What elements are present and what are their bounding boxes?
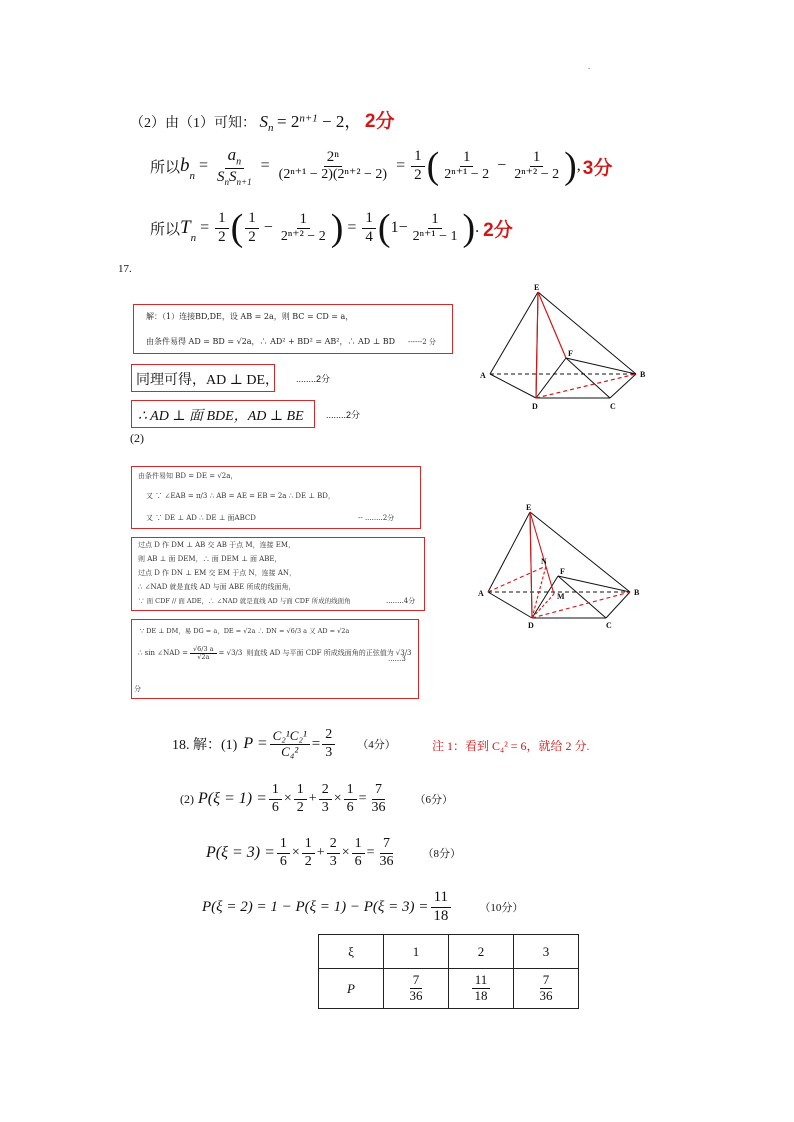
bn-den2: (2ⁿ⁺¹ − 2)(2ⁿ⁺² − 2)	[278, 167, 388, 183]
sn-line	[130, 106, 394, 134]
l2-d-num: 1	[344, 782, 357, 799]
box3-points: ........2分	[326, 410, 361, 420]
bn-den-s2-sub: n+1	[236, 176, 252, 187]
l4-points: （10分）	[479, 902, 524, 914]
fraction	[190, 646, 217, 662]
l3-points: （8分）	[422, 848, 461, 860]
bn-t1-den: 2ⁿ⁺¹ − 2	[444, 167, 490, 183]
tn-c-den: 2ⁿ⁺¹ − 1	[412, 229, 458, 245]
l2-points: （6分）	[414, 794, 453, 806]
cell-den: 18	[474, 988, 488, 1003]
tn-formula: 所以 T $_n$ = $\frac{1}{2}$ ( $\frac{1}{2}$ − $\frac{1}{\text{2ⁿ⁺² − 2}}$ ) = $\frac{1}{4}$ ( 1− $\frac{1}{\text{2ⁿ⁺¹ − 1}}$ ) . 2分	[150, 207, 513, 249]
l3-lhs: P(ξ = 3) =	[206, 844, 275, 861]
vertex-label: F	[560, 567, 565, 576]
sn-symbol: S	[259, 112, 268, 131]
fraction	[294, 782, 307, 815]
solution-box-3	[131, 400, 315, 428]
box6-mid: = √3/3	[218, 649, 243, 658]
vertex-label: E	[534, 283, 540, 292]
red-edge	[536, 292, 538, 398]
score-badge: 2分	[483, 219, 513, 241]
score-badge: 2分	[364, 111, 395, 132]
bn-num: a	[227, 144, 237, 164]
box4-line1: 由条件易知 BD = DE = √2a，	[138, 472, 238, 480]
box4-line2: 又 ∵ ∠EAB = π/3 ∴ AB = AE = EB = 2a ∴ DE ⊥ BD，	[146, 492, 335, 500]
box6-sin-label: ∴ sin ∠NAD =	[138, 649, 188, 658]
table-header-cell: 3	[514, 935, 579, 969]
l2-lead: (2)	[180, 791, 194, 806]
tn-b-num: 1	[297, 211, 311, 229]
box6-line1: ∵ DE ⊥ DM，易 DG = a，DE = √2a ∴ DN = √6/3 a 又 AD = √2a	[140, 627, 350, 635]
vertex-label: F	[568, 349, 573, 358]
bn-num-sub: n	[236, 156, 242, 168]
bn-symbol: b	[180, 155, 190, 176]
box4-line3: 又 ∵ DE ⊥ AD ∴ DE ⊥ 面ABCD	[146, 514, 256, 522]
box6-conclusion: 则直线 AD 与平面 CDF 所成线面角的正弦值为	[246, 649, 394, 658]
edge	[538, 292, 636, 374]
fraction	[352, 836, 365, 869]
box6-value: √3/3	[395, 649, 412, 658]
tn-lead: 所以	[150, 221, 181, 238]
solution-box-6	[131, 619, 419, 699]
fraction	[327, 836, 340, 869]
box2-text: 同理可得，AD ⊥ DE，	[136, 373, 280, 388]
solution-box-5	[131, 537, 425, 611]
bn-lead: 所以	[150, 159, 181, 176]
edge	[566, 358, 636, 374]
fraction	[214, 145, 255, 187]
q18-line2: (2) P(ξ = 1) = $\frac{1}{6}$ × $\frac{1}{2}$ + $\frac{2}{3}$ × $\frac{1}{6}$ = $\frac{7}{36}$ （6分）	[180, 782, 453, 815]
l3-b-den: 2	[304, 853, 312, 869]
vertex-label: D	[528, 621, 534, 630]
l2-a-den: 6	[271, 799, 279, 815]
grading-note: 注 1：看到 C₄² = 6，就给 2 分.	[432, 739, 590, 753]
l3-r-den: 36	[379, 853, 394, 869]
l4-r-den: 18	[433, 907, 449, 924]
p1-eq: =	[311, 735, 321, 752]
p1-num: C₂¹C₂¹	[270, 729, 310, 745]
p1-den: C₄²	[281, 743, 299, 759]
box6-points-unit: 分	[134, 685, 141, 693]
vertex-label: D	[532, 402, 538, 411]
table-row	[319, 969, 579, 1009]
sn-intro: （2）由（1）可知：	[130, 116, 256, 131]
pyramid-figure-1	[478, 282, 658, 414]
sn-tail: − 2，	[317, 112, 362, 131]
red-edge	[538, 292, 566, 358]
l3-c-num: 2	[327, 836, 340, 853]
table-header-cell: ξ	[319, 935, 384, 969]
fraction	[441, 149, 492, 183]
table-cell	[384, 969, 449, 1009]
bn-den-s: S	[217, 168, 225, 185]
fraction	[302, 836, 315, 869]
red-edge	[530, 512, 532, 618]
edge	[488, 512, 530, 592]
fraction	[410, 211, 461, 245]
edge	[488, 592, 532, 618]
vertex-label: B	[640, 370, 646, 379]
l2-d-den: 6	[346, 799, 354, 815]
vertex-label: A	[478, 589, 484, 598]
vertex-label: C	[610, 402, 616, 411]
part2-label: (2)	[130, 431, 144, 445]
box6-frac-num: √6/3 a	[190, 646, 217, 654]
edge	[606, 592, 630, 618]
vertex-label: N	[541, 557, 547, 566]
score-badge: 3分	[582, 157, 613, 179]
l2-r-den: 36	[371, 799, 386, 815]
fraction	[245, 210, 259, 246]
cell-den: 36	[409, 988, 423, 1003]
cell-num: 7	[410, 973, 423, 989]
p1-points: （4分）	[357, 739, 396, 751]
vertex-label: A	[480, 371, 486, 380]
bn-den-s2: S	[229, 168, 237, 185]
l3-d-den: 6	[354, 853, 362, 869]
box5-line3: 过点 D 作 DN ⊥ EM 交 EM 于点 N，连接 AN，	[138, 569, 297, 577]
fraction	[270, 729, 310, 760]
fraction	[319, 782, 332, 815]
p1-lhs: P =	[243, 735, 268, 752]
l2-c-num: 2	[319, 782, 332, 799]
bn-sub: n	[189, 170, 196, 182]
cell-num: 7	[540, 973, 553, 989]
distribution-table	[318, 934, 579, 1009]
edge	[490, 374, 536, 398]
bn-t2-den: 2ⁿ⁺² − 2	[514, 167, 560, 183]
cell-den: 36	[539, 988, 553, 1003]
tn-half-den: 2	[218, 228, 226, 245]
table-header-row	[319, 935, 579, 969]
fraction	[277, 836, 290, 869]
vertex-label: M	[557, 592, 565, 601]
q18-line4	[202, 886, 523, 928]
l4-text: P(ξ = 2) = 1 − P(ξ = 1) − P(ξ = 3) =	[202, 898, 429, 915]
fraction	[344, 782, 357, 815]
fraction	[369, 782, 389, 815]
fraction	[411, 148, 425, 184]
red-hidden-edge	[488, 566, 546, 592]
sn-sub: n	[268, 121, 274, 134]
box6-line2	[138, 646, 412, 662]
vertex-label: E	[526, 503, 532, 512]
bn-t1-num: 1	[460, 149, 474, 167]
fraction	[269, 782, 282, 815]
fraction	[278, 211, 329, 245]
sn-rhs: = 2	[277, 112, 300, 131]
edge	[530, 512, 630, 592]
p1-val-num: 2	[322, 727, 335, 744]
box5-line2: 则 AB ⊥ 面 DEM，∴ 面 DEM ⊥ 面 ABE，	[138, 555, 282, 563]
question-number: 17.	[118, 263, 132, 275]
tn-a-den: 2	[248, 228, 256, 245]
box6-frac-den: √2a	[197, 653, 210, 662]
fraction	[362, 210, 376, 246]
l3-a-den: 6	[279, 853, 287, 869]
cell-num: 11	[472, 973, 491, 989]
l3-d-num: 1	[352, 836, 365, 853]
tn-b-den: 2ⁿ⁺² − 2	[280, 229, 326, 245]
edge	[536, 358, 566, 398]
l3-c-den: 3	[329, 853, 337, 869]
tn-a-num: 1	[245, 210, 259, 228]
box5-line4: ∴ ∠NAD 就是直线 AD 与面 ABE 所成的线面角，	[138, 583, 296, 591]
tn-half-num: 1	[215, 210, 229, 228]
box1-line1: 解：（1）连接BD,DE，设 AB = 2a，则 BC = CD = a，	[146, 312, 354, 321]
q18-line1	[172, 723, 396, 765]
l3-r-num: 7	[380, 836, 393, 853]
fraction	[276, 149, 390, 183]
bn-t2-num: 1	[530, 149, 544, 167]
edge	[490, 292, 538, 374]
table-header-cell: 1	[384, 935, 449, 969]
tn-q-den: 4	[365, 228, 373, 245]
box1-line2: 由条件易得 AD = BD = √2a，∴ AD² + BD² = AB²，∴ AD ⊥ BD	[146, 337, 396, 346]
bn-half-num: 1	[411, 148, 425, 166]
edge	[558, 576, 606, 618]
l3-b-num: 1	[302, 836, 315, 853]
fraction	[377, 836, 397, 869]
tn-c-num: 1	[428, 211, 442, 229]
sn-exp: n+1	[299, 112, 318, 125]
tn-q-num: 1	[362, 210, 376, 228]
box1-points: ------2 分	[408, 338, 436, 346]
bn-den-s-sub: n	[224, 176, 230, 187]
q18-line3: P(ξ = 3) = $\frac{1}{6}$ × $\frac{1}{2}$ + $\frac{2}{3}$ × $\frac{1}{6}$ = $\frac{7}{36}$ （8分）	[206, 836, 461, 869]
page-mark: .	[588, 63, 591, 71]
solution-box-2	[131, 364, 280, 392]
box5-line1: 过点 D 作 DM ⊥ AB 交 AB 于点 M，连接 EM，	[138, 541, 296, 549]
q18-lead: 18. 解：(1)	[172, 738, 238, 753]
edge	[566, 358, 610, 398]
l4-r-num: 11	[431, 889, 451, 907]
box5-points: ........4分	[386, 597, 416, 605]
table-cell	[449, 969, 514, 1009]
fraction	[215, 210, 229, 246]
bn-formula: 所以 b $_n$ = $\frac{a_n}{S_nS_{n+1}}$ = $\frac{\text{2ⁿ}}{\text{(2ⁿ⁺¹ − 2)(2ⁿ⁺² − 2)}}$ = $\frac{1}{2}$ ( $\frac{1}{\text{2ⁿ⁺¹ − 2}}$ − $\frac{1}{\text{2ⁿ⁺² − 2}}$ ) , 3分	[150, 144, 613, 187]
l2-r-num: 7	[372, 782, 385, 799]
bn-half-den: 2	[414, 166, 422, 183]
box5-line5: ∵ 面 CDF // 面 ADE，∴ ∠NAD 就是直线 AD 与面 CDF 所成的线面角	[138, 597, 351, 605]
fraction	[511, 149, 562, 183]
box4-points: -- ........2分	[358, 514, 395, 522]
table-row-label: P	[319, 969, 384, 1009]
box3-text: ∴ AD ⊥ 面 BDE，AD ⊥ BE	[138, 409, 304, 424]
table-header-cell: 2	[449, 935, 514, 969]
solution-box-1	[133, 304, 453, 354]
fraction	[322, 727, 335, 760]
vertex-label: B	[634, 588, 640, 597]
l2-lhs: P(ξ = 1) =	[198, 790, 267, 807]
l2-a-num: 1	[269, 782, 282, 799]
l2-b-den: 2	[296, 799, 304, 815]
vertex-label: C	[606, 621, 612, 630]
box2-points: ........2分	[296, 374, 331, 384]
pyramid-figure-2	[478, 502, 658, 632]
l3-a-num: 1	[277, 836, 290, 853]
fraction	[430, 889, 451, 925]
l2-b-num: 1	[294, 782, 307, 799]
solution-box-4	[131, 466, 421, 529]
tn-symbol: T	[180, 217, 191, 238]
box6-points: ......3	[388, 655, 406, 663]
bn-num2: 2ⁿ	[324, 149, 342, 167]
p1-val-den: 3	[325, 744, 333, 760]
edge	[610, 374, 636, 398]
l2-c-den: 3	[321, 799, 329, 815]
tn-sub: n	[190, 232, 197, 244]
table-cell	[514, 969, 579, 1009]
